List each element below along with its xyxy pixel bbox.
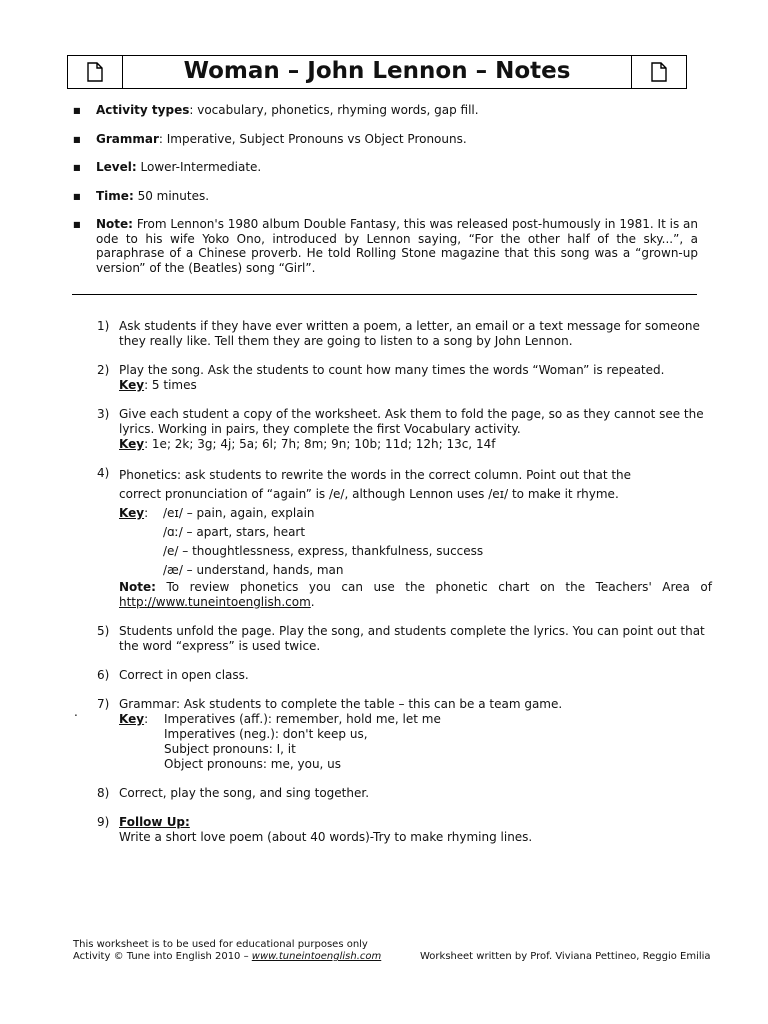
title-box xyxy=(67,55,687,89)
step-number: 3) xyxy=(97,407,110,421)
key-line: /e/ – thoughtlessness, express, thankfulness, success xyxy=(163,544,484,558)
step-7 xyxy=(97,697,712,772)
step-1 xyxy=(97,319,712,349)
key-line: Object pronouns: me, you, us xyxy=(164,757,342,771)
procedure-steps xyxy=(97,319,712,845)
footer-left xyxy=(73,939,381,963)
step-9 xyxy=(97,815,712,845)
step-text: Correct in open class. xyxy=(119,668,249,682)
bullet-text: Lower-Intermediate. xyxy=(140,160,262,174)
step-number: 9) xyxy=(97,815,110,829)
bullet-sep: : xyxy=(158,131,167,146)
step-text: Students unfold the page. Play the song, and students complete the lyrics. You can point out that the word “express” is used twice. xyxy=(119,624,705,653)
step-number: 2) xyxy=(97,363,110,377)
step-text: Play the song. Ask the students to count how many times the words “Woman” is repeated. xyxy=(119,363,665,377)
step-text: correct pronunciation of “again” is /e/, although Lennon uses /eɪ/ to make it rhyme. xyxy=(119,487,619,501)
step-number: 5) xyxy=(97,624,110,638)
step-6 xyxy=(97,668,712,683)
note xyxy=(119,580,712,610)
bullet-time xyxy=(73,189,698,205)
square-bullet-icon: ■ xyxy=(73,220,81,229)
square-bullet-icon: ■ xyxy=(73,163,81,172)
key-line: Subject pronouns: I, it xyxy=(164,742,296,756)
key-text: : 1e; 2k; 3g; 4j; 5a; 6l; 7h; 8m; 9n; 10b; 11d; 12h; 13c, 14f xyxy=(144,437,496,451)
step-text: Phonetics: ask students to rewrite the words in the correct column. Point out that the xyxy=(119,468,632,482)
key-sep: : xyxy=(144,506,149,520)
page-title: Woman – John Lennon – Notes xyxy=(183,58,571,84)
bullet-label: Activity types xyxy=(96,103,190,117)
step-text: Give each student a copy of the worksheet. Ask them to fold the page, so as they cannot see the lyrics. Working in pairs, they complete the first Vocabulary activity. xyxy=(119,407,704,436)
step-3 xyxy=(97,407,712,452)
key-line: Imperatives (aff.): remember, hold me, let me xyxy=(164,712,441,726)
bullet-text: 50 minutes. xyxy=(137,188,210,203)
answer-key xyxy=(119,378,712,393)
key-label: Key xyxy=(119,437,145,451)
note-end: . xyxy=(310,595,315,609)
bullet-text: Imperative, Subject Pronouns vs Object Pronouns. xyxy=(166,131,467,146)
bullet-activity-types xyxy=(73,103,698,119)
key-label: Key xyxy=(119,712,145,726)
bullet-label: Level: xyxy=(96,160,137,174)
answer-key xyxy=(119,712,712,727)
bullet-sep: : xyxy=(189,103,198,117)
step-number: 6) xyxy=(97,668,110,682)
follow-up-label: Follow Up: xyxy=(119,815,190,829)
bullet-label: Note: xyxy=(96,217,133,231)
key-label: Key xyxy=(119,378,145,392)
step-text: Ask students if they have ever written a poem, a letter, an email or a text message for someone they really like. Tell them they are going to listen to a song by John Lennon. xyxy=(119,319,700,348)
document-icon xyxy=(651,62,667,82)
key-line: /æ/ – understand, hands, man xyxy=(163,563,344,577)
footer-disclaimer: This worksheet is to be used for educational purposes only xyxy=(73,939,368,950)
key-text: : 5 times xyxy=(144,378,197,392)
key-line: /ɑː/ – apart, stars, heart xyxy=(163,525,306,539)
info-bullets xyxy=(73,103,698,288)
key-sep: : xyxy=(144,712,149,726)
square-bullet-icon: ■ xyxy=(73,191,81,201)
footer-website-link[interactable]: www.tuneintoenglish.com xyxy=(251,951,382,962)
bullet-label: Grammar xyxy=(96,131,159,146)
step-text: Grammar: Ask students to complete the table – this can be a team game. xyxy=(119,697,563,711)
footer-copyright: Activity © Tune into English 2010 – xyxy=(73,951,252,962)
step-number: 8) xyxy=(97,786,110,800)
key-label: Key xyxy=(119,506,145,520)
title-icon-right xyxy=(631,56,686,88)
divider xyxy=(72,294,697,295)
note-label: Note: xyxy=(119,580,156,594)
answer-key xyxy=(119,437,712,452)
bullet-note xyxy=(73,217,698,275)
document-icon xyxy=(87,62,103,82)
bullet-label: Time: xyxy=(96,188,134,203)
step-2 xyxy=(97,363,712,393)
footer-author: Worksheet written by Prof. Viviana Pettineo, Reggio Emilia xyxy=(420,951,711,962)
step-8 xyxy=(97,786,712,801)
square-bullet-icon: ■ xyxy=(73,106,81,115)
step-text: Correct, play the song, and sing together. xyxy=(119,786,370,800)
square-bullet-icon: ■ xyxy=(73,134,81,144)
key-line: /eɪ/ – pain, again, explain xyxy=(163,506,315,520)
step-4 xyxy=(97,466,712,610)
step-5 xyxy=(97,624,712,654)
answer-key xyxy=(119,504,712,523)
bullet-text: From Lennon's 1980 album Double Fantasy, this was released post-humously in 1981. It is an ode to his wife Yoko Ono, introduced by Lennon saying, “For the other half of the sky...”, a paraphrase of a Chinese proverb. He told Rolling Stone magazine that this song was a “grown-up version” of the (Beatles) song “Girl”. xyxy=(96,217,698,275)
bullet-level xyxy=(73,160,698,176)
step-number: 4) xyxy=(97,466,110,480)
stray-dot: . xyxy=(74,705,78,719)
note-text: To review phonetics you can use the phonetic chart on the Teachers' Area of xyxy=(166,580,712,594)
step-text: Write a short love poem (about 40 words)-Try to make rhyming lines. xyxy=(119,830,533,844)
bullet-text: vocabulary, phonetics, rhyming words, gap fill. xyxy=(197,103,479,117)
step-number: 1) xyxy=(97,319,110,333)
bullet-grammar xyxy=(73,132,698,148)
footer-right xyxy=(420,951,711,963)
title-icon-left xyxy=(68,56,123,88)
key-line: Imperatives (neg.): don't keep us, xyxy=(164,727,368,741)
tuneintoenglish-link[interactable]: http://www.tuneintoenglish.com xyxy=(119,595,311,609)
step-number: 7) xyxy=(97,697,110,711)
